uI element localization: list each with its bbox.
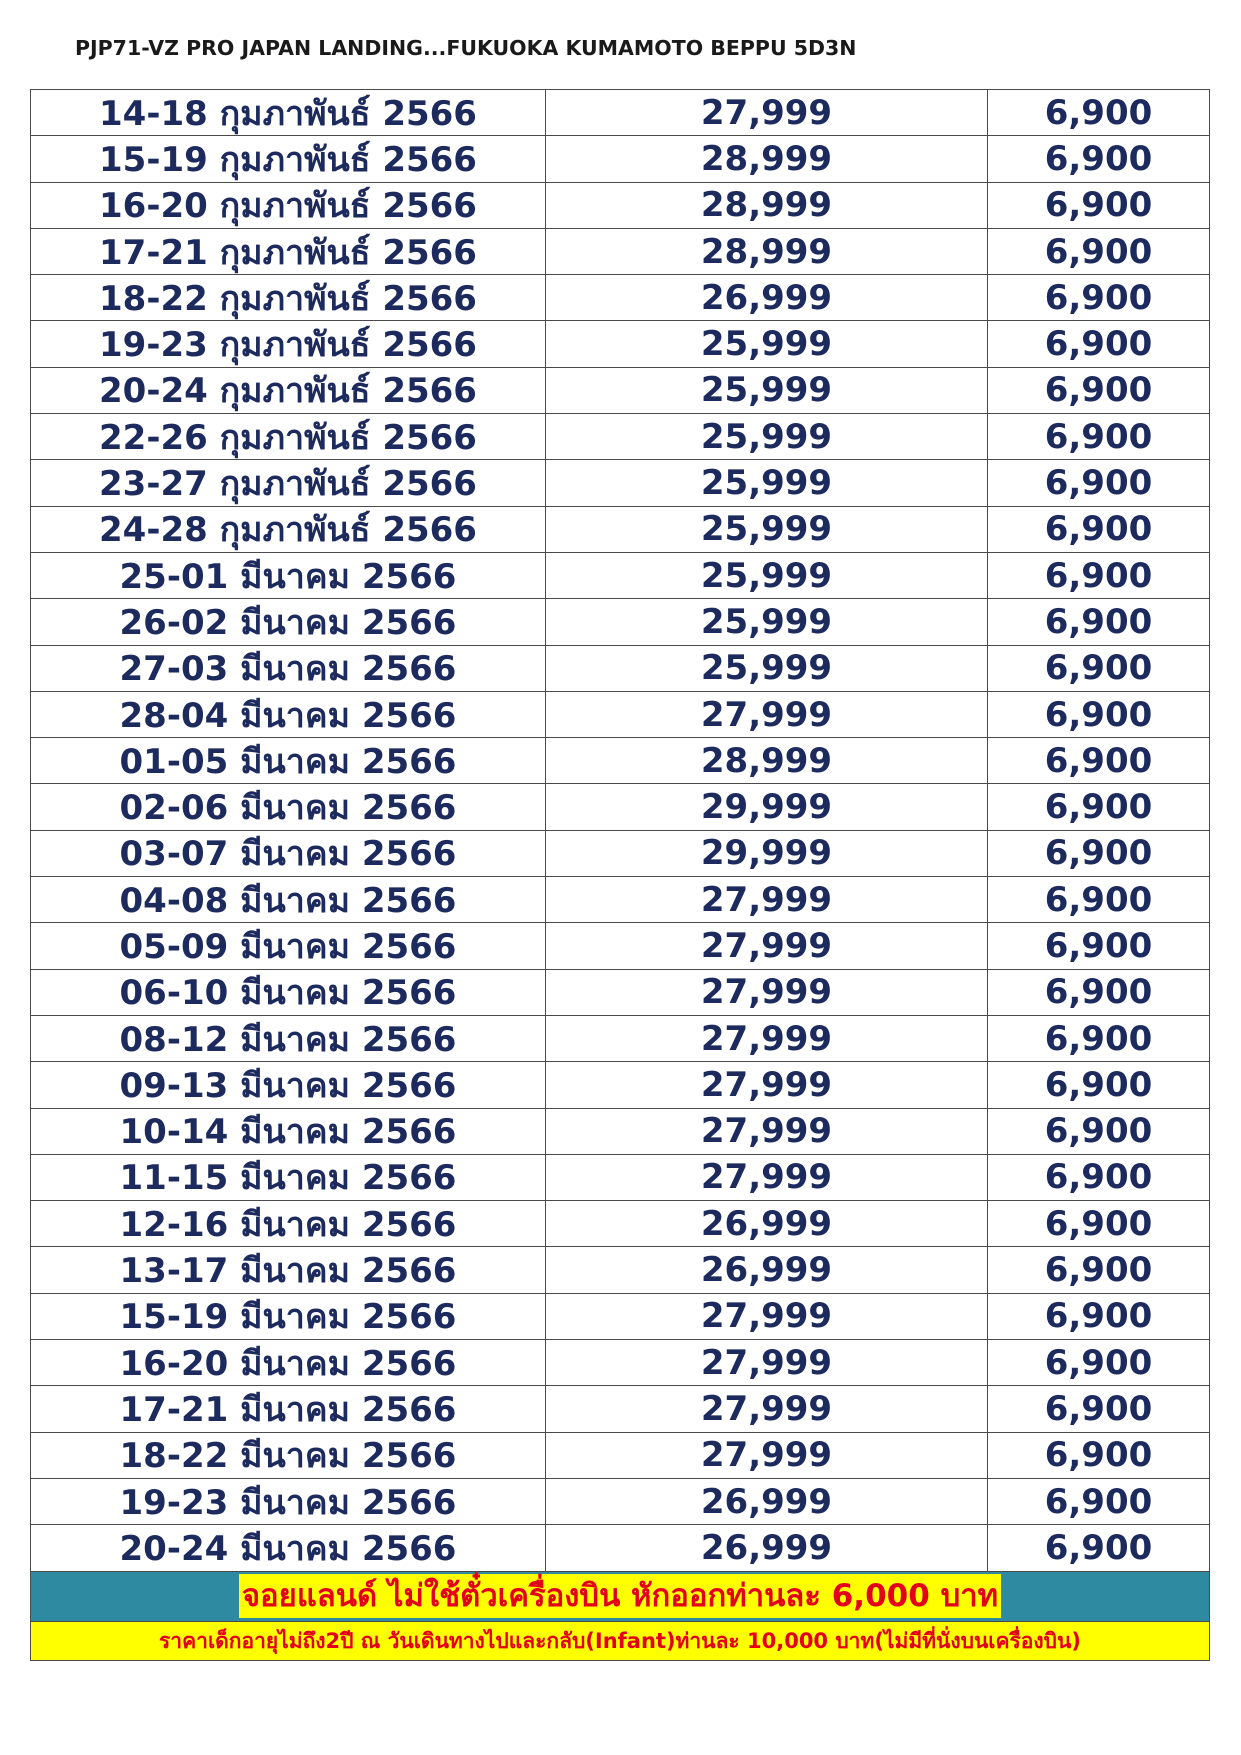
table-row [31, 646, 1209, 692]
price-2-cell: 6,900 [1044, 277, 1153, 318]
joinland-note: จอยแลนด์ ไม่ใช้ตั๋วเครื่องบิน หักออกท่านละ 6,000 บาท [239, 1574, 1001, 1618]
table-row [31, 1201, 1209, 1247]
table-row [31, 507, 1209, 553]
price-2-cell: 6,900 [1044, 1111, 1153, 1152]
table-row [31, 460, 1209, 506]
price-2-cell: 6,900 [1044, 1342, 1153, 1383]
table-row [31, 90, 1209, 136]
date-cell: 23-27 กุมภาพันธ์ 2566 [31, 460, 546, 505]
table-row [31, 275, 1209, 321]
date-cell: 04-08 มีนาคม 2566 [31, 877, 546, 922]
price-cell: 25,999 [546, 553, 988, 598]
date-cell: 16-20 กุมภาพันธ์ 2566 [31, 183, 546, 228]
price-2-cell: 6,900 [1044, 416, 1153, 457]
date-cell: 24-28 กุมภาพันธ์ 2566 [31, 507, 546, 552]
table-row [31, 1479, 1209, 1525]
date-cell: 28-04 มีนาคม 2566 [31, 692, 546, 737]
price-2-cell: 6,900 [1044, 1018, 1153, 1059]
date-cell: 06-10 มีนาคม 2566 [31, 970, 546, 1015]
date-cell: 19-23 มีนาคม 2566 [31, 1479, 546, 1524]
price-cell: 27,999 [546, 1062, 988, 1107]
price-cell: 27,999 [546, 970, 988, 1015]
table-row [31, 1109, 1209, 1155]
date-cell: 12-16 มีนาคม 2566 [31, 1201, 546, 1246]
price-cell: 27,999 [546, 1340, 988, 1385]
price-2-cell: 6,900 [1044, 231, 1153, 272]
table-row [31, 877, 1209, 923]
table-row [31, 1433, 1209, 1479]
price-cell: 26,999 [546, 1525, 988, 1570]
price-2-cell: 6,900 [1044, 879, 1153, 920]
price-cell: 27,999 [546, 90, 988, 135]
table-row [31, 738, 1209, 784]
price-cell: 27,999 [546, 1294, 988, 1339]
price-2-cell: 6,900 [1044, 694, 1153, 735]
document-title: PJP71-VZ PRO JAPAN LANDING...FUKUOKA KUMAMOTO BEPPU 5D3N [75, 36, 857, 60]
table-row [31, 970, 1209, 1016]
date-cell: 18-22 มีนาคม 2566 [31, 1433, 546, 1478]
table-row [31, 368, 1209, 414]
date-cell: 22-26 กุมภาพันธ์ 2566 [31, 414, 546, 459]
table-row [31, 1386, 1209, 1432]
date-cell: 17-21 กุมภาพันธ์ 2566 [31, 229, 546, 274]
date-cell: 09-13 มีนาคม 2566 [31, 1062, 546, 1107]
joinland-note-row [31, 1572, 1209, 1622]
price-2-cell: 6,900 [1044, 185, 1153, 226]
table-row [31, 183, 1209, 229]
table-row [31, 1525, 1209, 1571]
table-row [31, 553, 1209, 599]
price-2-cell: 6,900 [1044, 370, 1153, 411]
price-2-cell: 6,900 [1044, 972, 1153, 1013]
price-cell: 27,999 [546, 877, 988, 922]
price-cell: 26,999 [546, 1479, 988, 1524]
price-cell: 27,999 [546, 1386, 988, 1431]
price-cell: 27,999 [546, 1109, 988, 1154]
price-cell: 25,999 [546, 507, 988, 552]
price-table [30, 89, 1210, 1661]
price-cell: 28,999 [546, 136, 988, 181]
price-2-cell: 6,900 [1044, 555, 1153, 596]
price-cell: 28,999 [546, 183, 988, 228]
date-cell: 16-20 มีนาคม 2566 [31, 1340, 546, 1385]
price-2-cell: 6,900 [1044, 787, 1153, 828]
price-cell: 27,999 [546, 692, 988, 737]
price-cell: 27,999 [546, 1016, 988, 1061]
date-cell: 19-23 กุมภาพันธ์ 2566 [31, 321, 546, 366]
price-2-cell: 6,900 [1044, 1388, 1153, 1429]
price-cell: 26,999 [546, 1201, 988, 1246]
price-2-cell: 6,900 [1044, 1203, 1153, 1244]
date-cell: 05-09 มีนาคม 2566 [31, 923, 546, 968]
table-row [31, 692, 1209, 738]
price-cell: 25,999 [546, 646, 988, 691]
table-row [31, 229, 1209, 275]
date-cell: 20-24 มีนาคม 2566 [31, 1525, 546, 1570]
table-row [31, 1016, 1209, 1062]
price-cell: 25,999 [546, 460, 988, 505]
price-cell: 25,999 [546, 368, 988, 413]
date-cell: 15-19 กุมภาพันธ์ 2566 [31, 136, 546, 181]
price-cell: 29,999 [546, 784, 988, 829]
price-2-cell: 6,900 [1044, 509, 1153, 550]
price-2-cell: 6,900 [1044, 925, 1153, 966]
date-cell: 13-17 มีนาคม 2566 [31, 1247, 546, 1292]
table-row [31, 321, 1209, 367]
price-2-cell: 6,900 [1044, 1435, 1153, 1476]
date-cell: 26-02 มีนาคม 2566 [31, 599, 546, 644]
price-2-cell: 6,900 [1044, 1527, 1153, 1568]
table-row [31, 136, 1209, 182]
price-cell: 26,999 [546, 275, 988, 320]
table-row [31, 784, 1209, 830]
date-cell: 01-05 มีนาคม 2566 [31, 738, 546, 783]
price-2-cell: 6,900 [1044, 601, 1153, 642]
price-2-cell: 6,900 [1044, 833, 1153, 874]
price-2-cell: 6,900 [1044, 92, 1153, 133]
date-cell: 27-03 มีนาคม 2566 [31, 646, 546, 691]
price-2-cell: 6,900 [1044, 324, 1153, 365]
price-2-cell: 6,900 [1044, 1064, 1153, 1105]
date-cell: 15-19 มีนาคม 2566 [31, 1294, 546, 1339]
price-cell: 29,999 [546, 831, 988, 876]
date-cell: 20-24 กุมภาพันธ์ 2566 [31, 368, 546, 413]
price-2-cell: 6,900 [1044, 1250, 1153, 1291]
date-cell: 11-15 มีนาคม 2566 [31, 1155, 546, 1200]
table-row [31, 1294, 1209, 1340]
table-row [31, 414, 1209, 460]
date-cell: 17-21 มีนาคม 2566 [31, 1386, 546, 1431]
price-cell: 25,999 [546, 321, 988, 366]
price-cell: 27,999 [546, 1155, 988, 1200]
table-row [31, 1155, 1209, 1201]
date-cell: 03-07 มีนาคม 2566 [31, 831, 546, 876]
table-row [31, 831, 1209, 877]
price-2-cell: 6,900 [1044, 740, 1153, 781]
price-2-cell: 6,900 [1044, 1296, 1153, 1337]
price-cell: 28,999 [546, 229, 988, 274]
price-2-cell: 6,900 [1044, 1157, 1153, 1198]
price-2-cell: 6,900 [1044, 463, 1153, 504]
price-cell: 25,999 [546, 414, 988, 459]
date-cell: 25-01 มีนาคม 2566 [31, 553, 546, 598]
date-cell: 02-06 มีนาคม 2566 [31, 784, 546, 829]
infant-note-row [31, 1622, 1209, 1660]
date-cell: 08-12 มีนาคม 2566 [31, 1016, 546, 1061]
price-cell: 25,999 [546, 599, 988, 644]
table-row [31, 599, 1209, 645]
price-2-cell: 6,900 [1044, 138, 1153, 179]
table-row [31, 923, 1209, 969]
table-row [31, 1062, 1209, 1108]
table-row [31, 1340, 1209, 1386]
price-cell: 27,999 [546, 923, 988, 968]
price-cell: 27,999 [546, 1433, 988, 1478]
price-2-cell: 6,900 [1044, 648, 1153, 689]
table-row [31, 1247, 1209, 1293]
price-cell: 28,999 [546, 738, 988, 783]
price-2-cell: 6,900 [1044, 1481, 1153, 1522]
date-cell: 18-22 กุมภาพันธ์ 2566 [31, 275, 546, 320]
table-body [31, 90, 1209, 1572]
date-cell: 10-14 มีนาคม 2566 [31, 1109, 546, 1154]
price-cell: 26,999 [546, 1247, 988, 1292]
infant-note: ราคาเด็กอายุไม่ถึง2ปี ณ วันเดินทางไปและกลับ(Infant)ท่านละ 10,000 บาท(ไม่มีที่นั่งบนเครื่องบิน) [159, 1628, 1081, 1653]
date-cell: 14-18 กุมภาพันธ์ 2566 [31, 90, 546, 135]
